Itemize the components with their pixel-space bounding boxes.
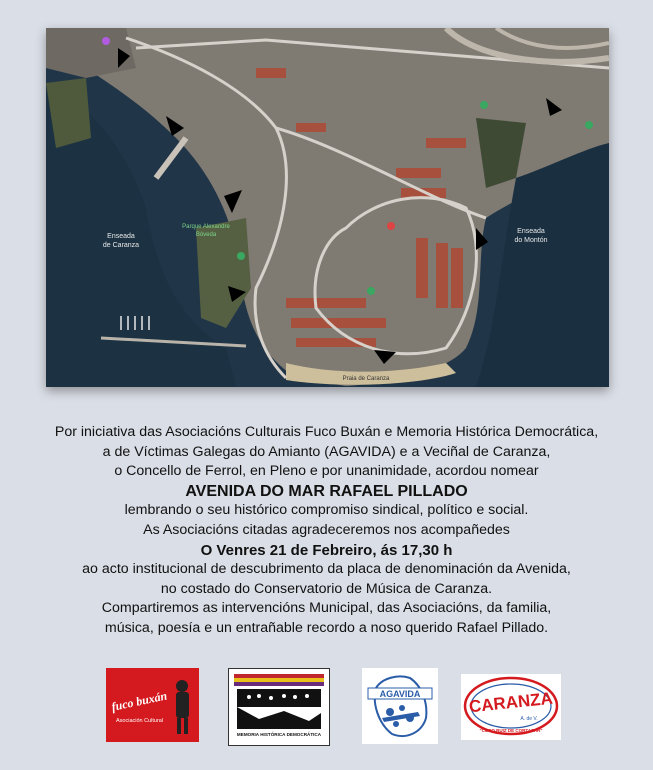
label-enseada-caranza: Enseada — [107, 233, 135, 240]
figure-icon — [176, 680, 189, 734]
text-line-6: As Asociacións citadas agradeceremos nos acompañedes — [143, 521, 510, 538]
svg-text:CARANZA: CARANZA — [468, 688, 554, 717]
svg-text:Bóveda: Bóveda — [195, 232, 217, 238]
text-line-9: no costado do Conservatorio de Música de Caranza. — [160, 580, 493, 597]
agavida-logo — [362, 668, 438, 744]
fuco-buxan-logo — [106, 668, 199, 742]
label-enseada-monton: Enseada — [517, 228, 545, 235]
event-date: O Venres 21 de Febreiro, ás 17,30 h — [200, 541, 453, 559]
label-praia: Praia de Caranza — [342, 376, 390, 382]
svg-text:"CUCO RUIZ DE CORTAZAR": "CUCO RUIZ DE CORTAZAR" — [479, 728, 543, 733]
text-line-2: a de Víctimas Galegas do Amianto (AGAVIDA) e a Veciñal de Caranza, — [102, 443, 551, 460]
caranza-logo — [461, 674, 561, 740]
avenue-title: AVENIDA DO MAR RAFAEL PILLADO — [185, 482, 468, 500]
svg-text:de Caranza: de Caranza — [102, 242, 140, 249]
aerial-map-image — [46, 28, 609, 387]
svg-text:MEMORIA HISTÓRICA DEMOCRÁTICA: MEMORIA HISTÓRICA DEMOCRÁTICA — [236, 732, 322, 737]
svg-text:fuco buxán: fuco buxán — [110, 688, 169, 714]
sponsor-logos — [0, 668, 653, 748]
svg-text:AGAVIDA: AGAVIDA — [379, 689, 421, 699]
svg-text:do Montón: do Montón — [514, 237, 548, 244]
invitation-text — [0, 423, 653, 639]
text-line-11: música, poesía e un entrañable recordo a noso querido Rafael Pillado. — [104, 619, 549, 636]
map-svg — [46, 28, 609, 387]
text-line-10: Compartiremos as intervencións Municipal, das Asociacións, da familia, — [101, 600, 552, 617]
label-parque: Parque Alexandre — [182, 224, 230, 230]
text-line-1: Por iniciativa das Asociacións Culturais Fuco Buxán e Memoria Histórica Democrática, — [54, 424, 599, 440]
svg-text:A. de V.: A. de V. — [520, 716, 538, 722]
svg-text:Asociación Cultural: Asociación Cultural — [116, 718, 164, 724]
memoria-historica-logo — [228, 668, 330, 746]
text-line-8: ao acto institucional de descubrimento da placa de denominación da Avenida, — [82, 561, 571, 578]
text-line-5: lembrando o seu histórico compromiso sindical, político e social. — [124, 502, 529, 519]
text-line-3: o Concello de Ferrol, en Pleno e por unanimidade, acordou nomear — [114, 463, 539, 480]
